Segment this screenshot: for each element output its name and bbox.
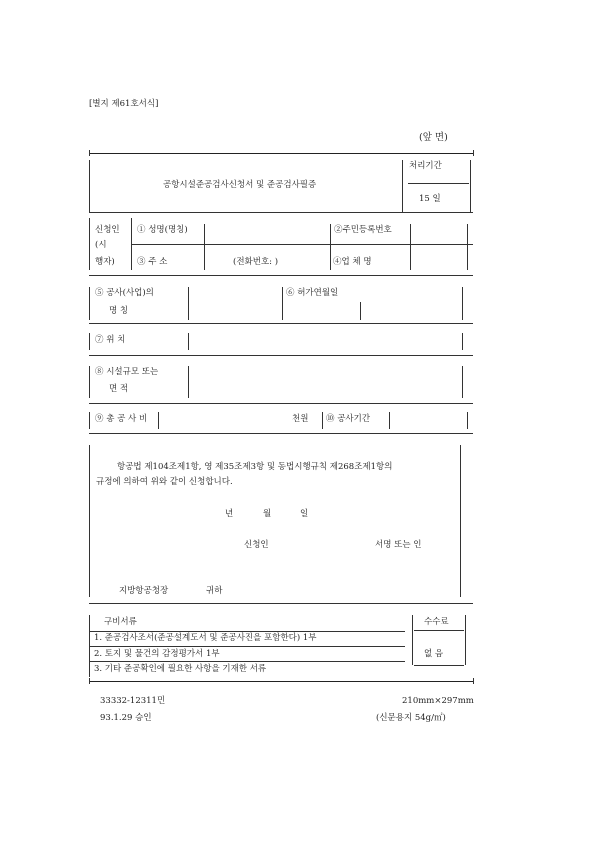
document-item: 3. 기타 준공확인에 필요한 사항을 기재한 서류 (94, 664, 267, 674)
applicant-label: 신청인 (95, 225, 120, 235)
form-code: 33332-12311민 (100, 696, 166, 706)
processing-period-value: 15 일 (419, 194, 441, 204)
facility-size-label: ⑧ 시설규모 또는 (95, 367, 159, 377)
processing-period-label: 처리기간 (409, 161, 442, 171)
document-item: 2. 토지 및 물건의 감정평가서 1부 (94, 649, 220, 659)
name-label: ① 성명(명칭) (137, 225, 188, 235)
facility-size-label-cont: 면 적 (109, 384, 129, 394)
phone-label: (전화번호: ) (233, 257, 279, 267)
applicant-label-cont: (시 (95, 240, 107, 250)
form-number: [별지 제61호서식] (89, 99, 159, 109)
required-documents-header: 구비서류 (104, 617, 137, 627)
signature-or-seal-label: 서명 또는 인 (375, 540, 422, 550)
addressee-suffix: 귀하 (206, 586, 223, 596)
date-year-label: 년 (225, 509, 234, 519)
approval-date: 93.1.29 승인 (100, 713, 152, 723)
paper-size: 210mm×297mm (402, 696, 474, 706)
date-month-label: 월 (263, 509, 272, 519)
date-day-label: 일 (300, 509, 309, 519)
cost-unit: 천원 (292, 414, 309, 424)
fee-value: 없 음 (424, 649, 444, 659)
table-bottom-border (89, 681, 473, 682)
table-top-border (89, 153, 473, 154)
project-name-label-cont: 명 칭 (109, 306, 129, 316)
total-cost-label: ⑨ 총 공 사 비 (95, 414, 148, 424)
rrn-label: ②주민등록번호 (334, 225, 392, 235)
document-item: 1. 준공검사조서(준공설계도서 및 준공사진을 포함한다) 1부 (94, 633, 317, 643)
declaration-line-1: 항공법 제104조제1항, 영 제35조제3항 및 동법시행규칙 제268조제1항의 (117, 462, 393, 472)
applicant-signature-label: 신청인 (244, 540, 269, 550)
addressee: 지방항공청장 (119, 586, 169, 596)
declaration-line-2: 규정에 의하여 위와 같이 신청합니다. (96, 477, 233, 487)
form-title: 공항시설준공검사신청서 및 준공검사필증 (163, 180, 317, 190)
page-side-label: (앞 면) (419, 132, 448, 143)
paper-spec: (신문용지 54g/㎡) (376, 713, 446, 723)
address-label: ③ 주 소 (137, 257, 168, 267)
location-label: ⑦ 위 치 (95, 335, 126, 345)
business-name-label: ④업 체 명 (333, 257, 372, 267)
construction-period-label: ⑩ 공사기간 (326, 414, 371, 424)
permit-date-label: ⑥ 허가연월일 (286, 288, 339, 298)
fee-label: 수수료 (424, 617, 449, 627)
applicant-label-cont-2: 행자) (95, 257, 115, 267)
project-name-label: ⑤ 공사(사업)의 (95, 288, 154, 298)
